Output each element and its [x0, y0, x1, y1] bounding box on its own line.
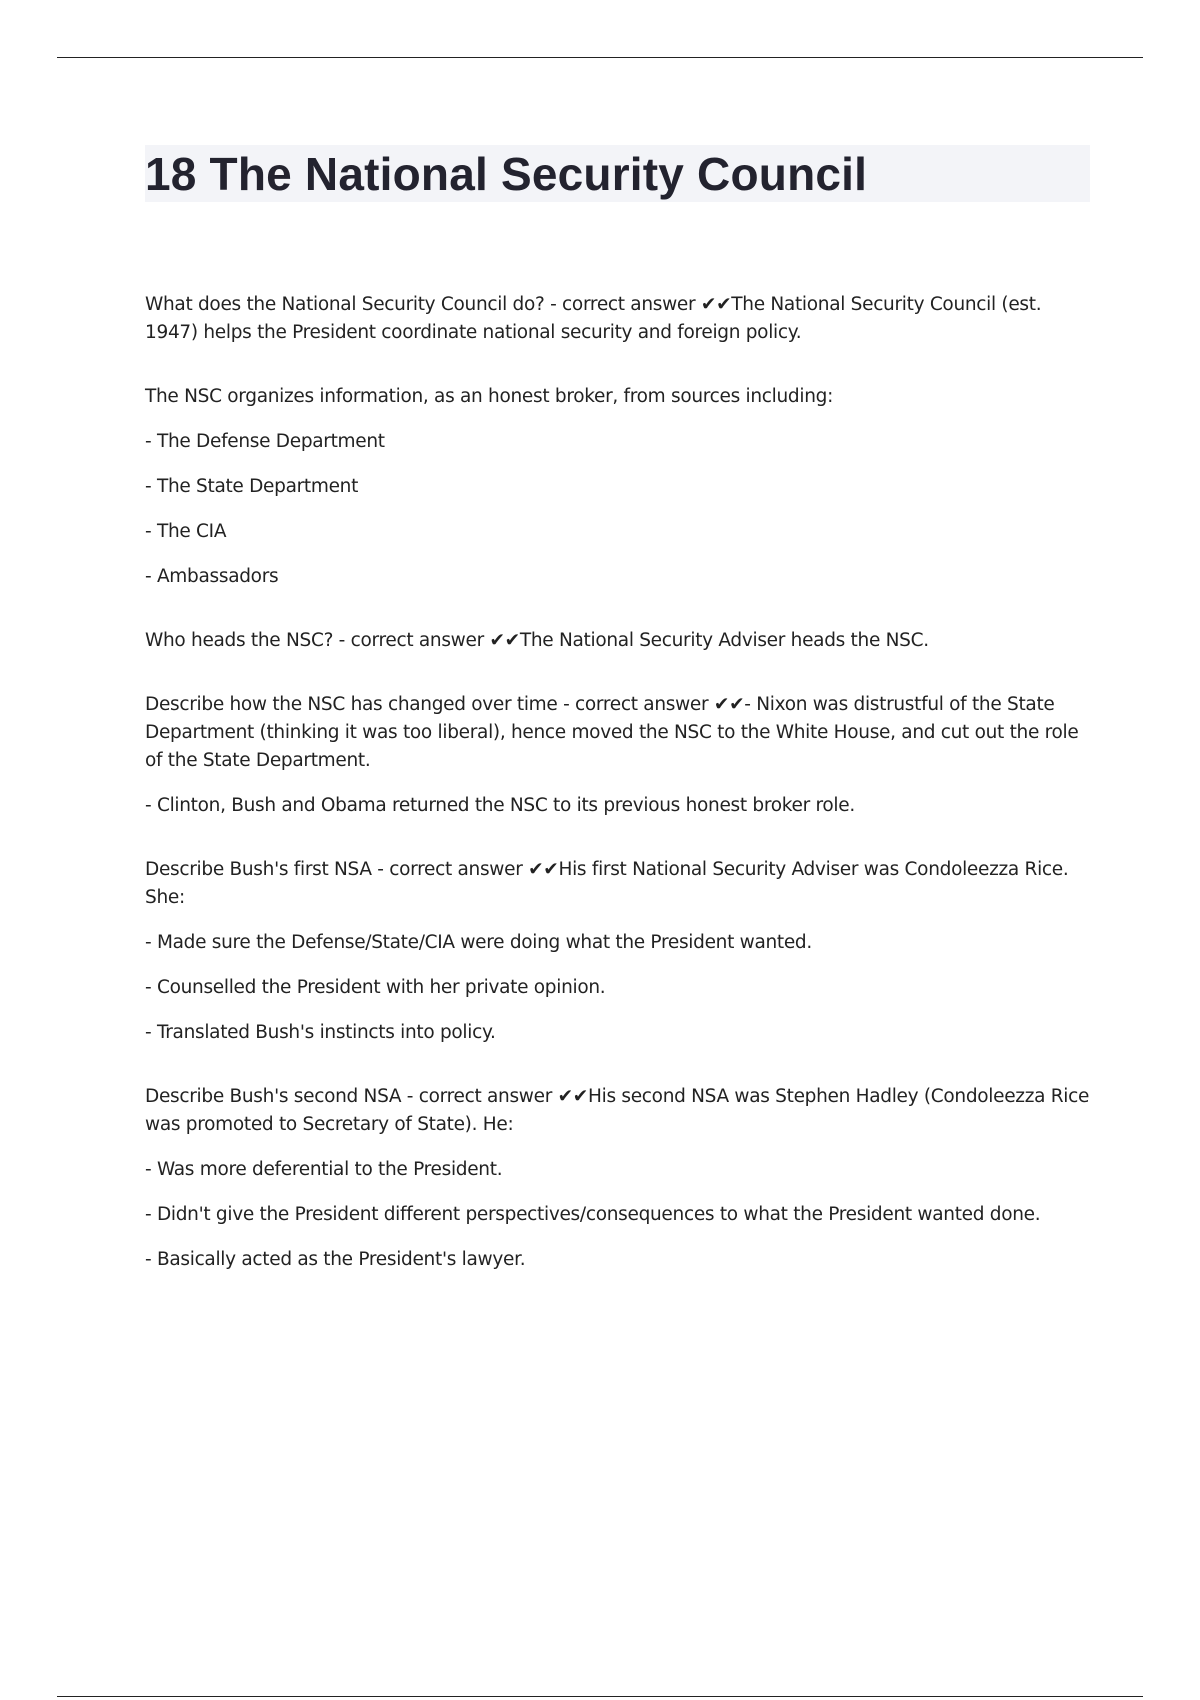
- document-body: [145, 145, 1090, 1310]
- list-item: - The State Department: [145, 476, 359, 497]
- list-item: - Was more deferential to the President.: [145, 1159, 503, 1180]
- list-item: - Ambassadors: [145, 566, 279, 587]
- list-item: - Translated Bush's instincts into policy.: [145, 1022, 496, 1043]
- top-divider: [57, 57, 1143, 58]
- title-band: [145, 145, 1090, 202]
- bottom-divider: [57, 1696, 1143, 1697]
- list-item: - Counselled the President with her private opinion.: [145, 977, 606, 998]
- list-item: - Clinton, Bush and Obama returned the NSC to its previous honest broker role.: [145, 795, 855, 816]
- paragraph: Describe Bush's second NSA - correct answer ✔✔His second NSA was Stephen Hadley (Condoleezza Rice was promoted to Secretary of State). He:: [145, 1086, 1090, 1135]
- page-title: 18 The National Security Council: [145, 147, 868, 200]
- qa-entry-1: [145, 291, 1090, 347]
- paragraph: Describe how the NSC has changed over time - correct answer ✔✔- Nixon was distrustful of the State Department (thinking it was too liberal), hence moved the NSC to the White House, and cut out the role of the State Department.: [145, 694, 1079, 771]
- paragraph: Describe Bush's first NSA - correct answer ✔✔His first National Security Adviser was Condoleezza Rice. She:: [145, 859, 1069, 908]
- qa-entry-3: [145, 627, 1090, 655]
- qa-entry-5: [145, 856, 1090, 1047]
- qa-entry-2: [145, 383, 1090, 591]
- qa-entry-6: [145, 1083, 1090, 1274]
- list-item: - Basically acted as the President's lawyer.: [145, 1249, 526, 1270]
- qa-entry-4: [145, 691, 1090, 820]
- paragraph: Who heads the NSC? - correct answer ✔✔The National Security Adviser heads the NSC.: [145, 630, 929, 651]
- list-item: - The Defense Department: [145, 431, 385, 452]
- list-item: - The CIA: [145, 521, 227, 542]
- paragraph: What does the National Security Council do? - correct answer ✔✔The National Security Council (est. 1947) helps the President coordinate national security and foreign policy.: [145, 294, 1042, 343]
- paragraph: The NSC organizes information, as an honest broker, from sources including:: [145, 386, 834, 407]
- list-item: - Didn't give the President different perspectives/consequences to what the President wanted done.: [145, 1204, 1041, 1225]
- list-item: - Made sure the Defense/State/CIA were doing what the President wanted.: [145, 932, 812, 953]
